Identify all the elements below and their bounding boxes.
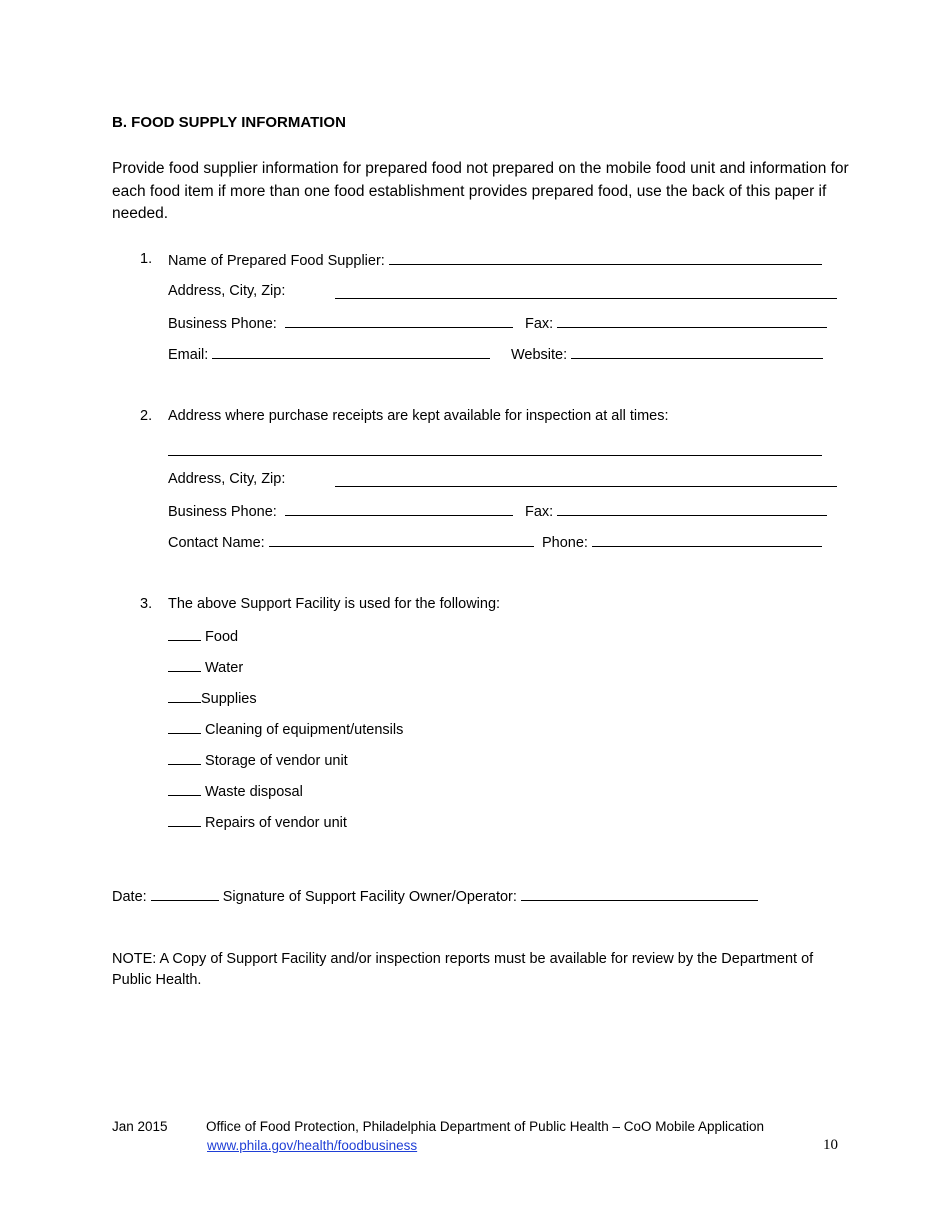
supplier-name-field[interactable] [389,251,822,265]
item1-number: 1. [140,251,153,267]
receipts-address-field[interactable] [335,486,837,487]
facility-use-prompt: The above Support Facility is used for the following: [168,596,501,612]
receipts-contact-row [168,533,534,551]
receipts-phone-row [168,502,513,520]
option-check-blank[interactable] [168,720,201,734]
facility-use-option [168,782,303,800]
intro-paragraph: Provide food supplier information for prepared food not prepared on the mobile food unit and information for each food item if more than one food establishment provides prepared food, use the back of this paper if needed. [112,160,849,222]
receipts-contact-phone-row [542,533,822,551]
supplier-email-field[interactable] [212,345,490,359]
footer-link[interactable]: www.phila.gov/health/foodbusiness [207,1138,418,1153]
facility-use-option [168,689,257,707]
option-check-blank[interactable] [168,658,201,672]
supplier-email-row [168,345,490,363]
facility-use-option [168,751,348,769]
facility-use-option [168,627,238,645]
signature-label: Signature of Support Facility Owner/Operator: [222,889,517,905]
option-check-blank[interactable] [168,782,201,796]
option-check-blank[interactable] [168,627,201,641]
item3-number: 3. [140,596,153,612]
receipts-contact-field[interactable] [269,533,534,547]
option-label: Food [205,629,239,645]
supplier-name-label: Name of Prepared Food Supplier: [168,253,385,269]
receipts-fax-field[interactable] [557,502,827,516]
option-label: Waste disposal [205,784,303,800]
facility-use-option [168,658,243,676]
option-label: Cleaning of equipment/utensils [205,722,404,738]
option-check-blank[interactable] [168,689,201,703]
facility-use-option [168,813,347,831]
option-label: Storage of vendor unit [205,753,348,769]
option-check-blank[interactable] [168,751,201,765]
receipts-phone-field[interactable] [285,502,513,516]
section-heading: B. FOOD SUPPLY INFORMATION [112,114,346,131]
receipts-address-label: Address, City, Zip: [168,471,286,487]
supplier-address-field[interactable] [335,298,837,299]
receipts-fax-label: Fax: [525,504,554,520]
supplier-fax-field[interactable] [557,314,827,328]
footer-date: Jan 2015 [112,1119,168,1134]
receipts-contact-label: Contact Name: [168,535,265,551]
signature-row [112,887,758,905]
supplier-website-row [511,345,823,363]
supplier-address-label: Address, City, Zip: [168,283,286,299]
supplier-phone-row [168,314,513,332]
supplier-phone-label: Business Phone: [168,316,277,332]
receipts-contact-phone-label: Phone: [542,535,588,551]
supplier-fax-row [525,314,827,332]
page-number: 10 [823,1137,838,1153]
receipts-contact-phone-field[interactable] [592,533,822,547]
footer-office: Office of Food Protection, Philadelphia Department of Public Health – CoO Mobile Application [206,1119,765,1134]
supplier-website-field[interactable] [571,345,823,359]
item2-number: 2. [140,408,153,424]
receipts-phone-label: Business Phone: [168,504,277,520]
supplier-phone-field[interactable] [285,314,513,328]
supplier-fax-label: Fax: [525,316,554,332]
option-label: Water [205,660,244,676]
facility-use-option [168,720,403,738]
date-field[interactable] [151,887,219,901]
receipts-prompt: Address where purchase receipts are kept available for inspection at all times: [168,408,669,424]
supplier-name-row [168,251,822,269]
receipts-fax-row [525,502,827,520]
supplier-email-label: Email: [168,347,209,363]
receipts-location-field[interactable] [168,455,822,456]
option-check-blank[interactable] [168,813,201,827]
option-label: Repairs of vendor unit [205,815,347,831]
option-label: Supplies [201,691,257,707]
supplier-website-label: Website: [511,347,568,363]
signature-field[interactable] [521,887,758,901]
note-text: NOTE: A Copy of Support Facility and/or inspection reports must be available for review by the Department of Public Health. [112,951,814,988]
date-label: Date: [112,889,147,905]
